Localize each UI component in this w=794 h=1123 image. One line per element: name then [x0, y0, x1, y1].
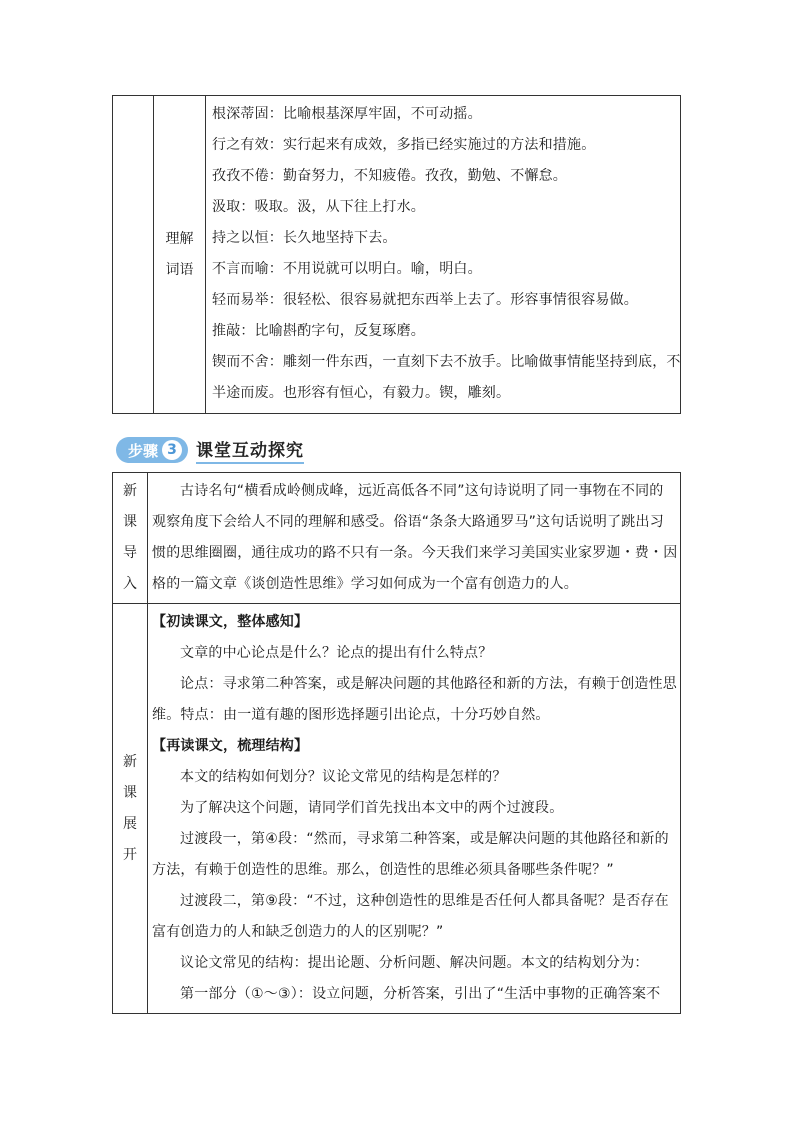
- vocab-line: 半途而废。也形容有恒心，有毅力。锲，雕刻。: [212, 385, 511, 401]
- develop-line: 维。特点：由一道有趣的图形选择题引出论点，十分巧妙自然。: [152, 707, 550, 723]
- section-title: 【再读课文，梳理结构】: [152, 738, 309, 754]
- intro-label-char: 新: [123, 483, 137, 499]
- intro-line: 惯的思维圈圈，通往成功的路不只有一条。今天我们来学习美国实业家罗迦・费・因: [152, 545, 678, 561]
- develop-line: 第一部分（①～③）：设立问题，分析答案，引出了“生活中事物的正确答案不: [180, 986, 661, 1002]
- intro-label-char: 导: [123, 545, 137, 561]
- vocab-table: [112, 95, 681, 414]
- develop-label-char: 新: [123, 753, 137, 770]
- vocab-line: 根深蒂固：比喻根基深厚牢固，不可动摇。: [212, 106, 482, 122]
- develop-label-char: 课: [123, 784, 137, 801]
- develop-line: 议论文常见的结构：提出论题、分析问题、解决问题。本文的结构划分为：: [180, 955, 649, 971]
- vocab-line: 孜孜不倦：勤奋努力，不知疲倦。孜孜，勤勉、不懈怠。: [212, 168, 567, 184]
- vocab-label-line2: 词语: [165, 261, 194, 278]
- vocab-line: 推敲：比喻斟酌字句，反复琢磨。: [212, 323, 425, 339]
- vocab-line: 轻而易举：很轻松、很容易就把东西举上去了。形容事情很容易做。: [212, 292, 638, 308]
- vocab-label-cell: [154, 96, 206, 414]
- intro-label-char: 课: [123, 514, 137, 530]
- vocab-line: 汲取：吸取。汲，从下往上打水。: [212, 199, 425, 215]
- develop-line: 论点：寻求第二种答案，或是解决问题的其他路径和新的方法，有赖于创造性思: [180, 676, 677, 692]
- intro-content-cell: [148, 473, 681, 604]
- step-label: 步骤: [128, 441, 159, 460]
- develop-line: 为了解决这个问题，请同学们首先找出本文中的两个过渡段。: [180, 800, 564, 816]
- develop-content-cell: [148, 604, 681, 1014]
- vocab-label-line1: 理解: [165, 230, 194, 247]
- vocab-line: 不言而喻：不用说就可以明白。喻，明白。: [212, 261, 482, 277]
- intro-line: 古诗名句“横看成岭侧成峰，远近高低各不同”这句诗说明了同一事物在不同的: [180, 483, 664, 499]
- step-title: 课堂互动探究: [196, 436, 304, 464]
- section-title: 【初读课文，整体感知】: [152, 614, 309, 630]
- vocab-blank-cell: [113, 96, 154, 414]
- develop-line: 文章的中心论点是什么？论点的提出有什么特点？: [180, 645, 493, 661]
- develop-line: 本文的结构如何划分？议论文常见的结构是怎样的？: [180, 769, 507, 785]
- develop-line: 过渡段二，第⑨段：“不过，这种创造性的思维是否任何人都具备呢？是否存在: [180, 893, 669, 909]
- intro-line: 观察角度下会给人不同的理解和感受。俗语“条条大路通罗马”这句话说明了跳出习: [152, 514, 664, 530]
- lesson-table: [112, 472, 681, 1014]
- develop-label-char: 开: [123, 846, 137, 863]
- intro-label-char: 入: [123, 576, 137, 592]
- intro-line: 格的一篇文章《谈创造性思维》学习如何成为一个富有创造力的人。: [152, 576, 578, 592]
- develop-line: 方法，有赖于创造性的思维。那么，创造性的思维必须具备哪些条件呢？”: [152, 862, 614, 878]
- develop-label-cell: [113, 604, 148, 1014]
- develop-line: 过渡段一，第④段：“然而，寻求第二种答案，或是解决问题的其他路径和新的: [180, 831, 669, 847]
- develop-label-char: 展: [123, 815, 137, 832]
- vocab-line: 行之有效：实行起来有成效，多指已经实施过的方法和措施。: [212, 137, 596, 153]
- vocab-content-cell: [206, 96, 681, 414]
- step-heading: [116, 436, 304, 464]
- intro-label-cell: [113, 473, 148, 604]
- step-badge: [116, 437, 188, 463]
- develop-line: 富有创造力的人和缺乏创造力的人的区别呢？”: [152, 924, 444, 940]
- vocab-line: 持之以恒：长久地坚持下去。: [212, 230, 397, 246]
- vocab-line: 锲而不舍：雕刻一件东西，一直刻下去不放手。比喻做事情能坚持到底，不: [212, 354, 681, 370]
- step-number: 3: [162, 440, 182, 460]
